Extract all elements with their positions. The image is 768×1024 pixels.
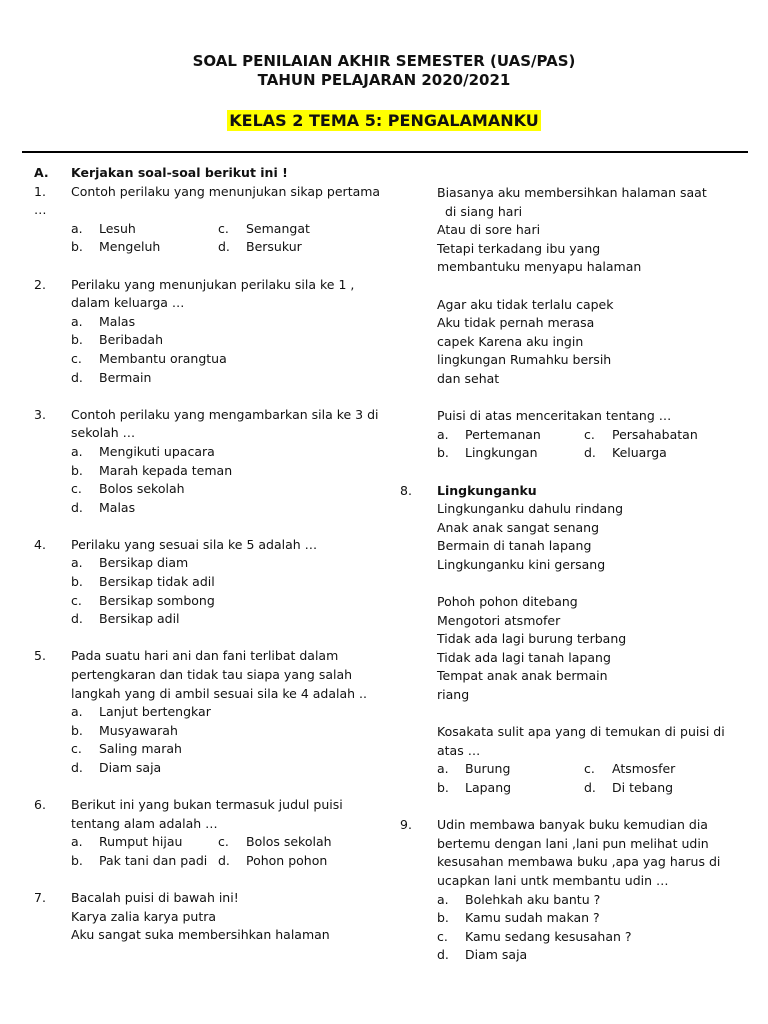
question-9: [400, 816, 750, 835]
option-c[interactable]: [437, 928, 750, 947]
option-letter: a.: [437, 761, 449, 777]
option-c[interactable]: [584, 760, 750, 779]
question-number: 8.: [400, 482, 412, 498]
question-number: 7.: [34, 890, 46, 906]
question-6: [34, 796, 396, 815]
question-text-cont: bertemu dengan lani ,lani pun melihat udin: [437, 835, 709, 851]
poem-line: Karya zalia karya putra: [71, 908, 217, 924]
option-a[interactable]: [71, 220, 218, 239]
poem-line: dan sehat: [437, 370, 500, 386]
option-text: Atsmosfer: [612, 761, 676, 777]
option-text: Pohon pohon: [246, 852, 328, 868]
option-a[interactable]: [71, 833, 218, 852]
option-letter: d.: [71, 760, 83, 775]
option-text: Lingkungan: [465, 445, 538, 461]
question-text-cont: tentang alam adalah …: [71, 815, 218, 831]
question-text: Berikut ini yang bukan termasuk judul puisi: [71, 797, 343, 813]
poem-line: Aku sangat suka membersihkan halaman: [71, 927, 330, 943]
option-b[interactable]: [437, 909, 750, 928]
option-letter: a.: [71, 443, 83, 459]
header-divider: [22, 151, 748, 153]
option-text: Mengeluh: [99, 239, 161, 255]
option-letter: b.: [437, 445, 449, 461]
option-c[interactable]: [71, 480, 396, 499]
section-heading: [34, 164, 396, 183]
poem-line: Aku tidak pernah merasa: [437, 315, 595, 331]
option-letter: a.: [71, 220, 83, 236]
option-text: Pak tani dan padi: [99, 852, 208, 868]
option-a[interactable]: [71, 554, 396, 573]
option-a[interactable]: [71, 313, 396, 332]
option-letter: b.: [437, 780, 449, 795]
option-text: Rumput hijau: [99, 834, 183, 850]
option-text: Bersikap diam: [99, 555, 189, 571]
question-text-cont: kesusahan membawa buku ,apa yag harus di: [437, 854, 721, 870]
section-letter: A.: [34, 165, 49, 180]
question-text: Contoh perilaku yang menunjukan sikap pertama: [71, 183, 381, 199]
option-text: Lanjut bertengkar: [99, 704, 211, 720]
poem-line: membantuku menyapu halaman: [437, 259, 642, 275]
options-list: [71, 554, 396, 628]
option-letter: c.: [71, 481, 82, 497]
question-text: Udin membawa banyak buku kemudian dia: [437, 817, 708, 833]
question-5: [34, 647, 396, 666]
question-text-cont: pertengkaran dan tidak tau siapa yang salah: [71, 667, 353, 683]
option-d[interactable]: [437, 946, 750, 965]
option-d[interactable]: [71, 759, 396, 778]
option-c[interactable]: [218, 220, 396, 239]
options-grid: [71, 833, 396, 870]
option-letter: d.: [584, 445, 596, 461]
option-b[interactable]: [437, 444, 584, 463]
option-b[interactable]: [71, 573, 396, 592]
option-letter: d.: [584, 780, 596, 795]
right-column: [400, 184, 750, 965]
option-text: Bersikap sombong: [99, 592, 215, 608]
option-b[interactable]: [71, 462, 396, 481]
option-text: Persahabatan: [612, 426, 698, 442]
option-text: Lesuh: [99, 220, 136, 236]
exam-title: SOAL PENILAIAN AKHIR SEMESTER (UAS/PAS): [192, 52, 576, 70]
option-text: Diam saja: [99, 760, 162, 775]
option-letter: c.: [218, 834, 229, 850]
school-year: TAHUN PELAJARAN 2020/2021: [257, 71, 511, 89]
question-text-cont: …: [34, 202, 47, 218]
option-text: Bolos sekolah: [99, 481, 185, 497]
poem-line: di siang hari: [445, 203, 523, 219]
question-number: 6.: [34, 797, 46, 813]
option-letter: d.: [218, 239, 230, 255]
option-letter: c.: [218, 220, 229, 236]
option-text: Pertemanan: [465, 426, 541, 442]
poem-line: Tidak ada lagi tanah lapang: [437, 649, 611, 665]
option-d[interactable]: [71, 610, 396, 629]
option-letter: c.: [71, 741, 82, 757]
option-letter: d.: [437, 947, 449, 963]
option-text: Mengikuti upacara: [99, 443, 215, 459]
section-title: Kerjakan soal-soal berikut ini !: [71, 165, 288, 180]
option-text: Bersukur: [246, 239, 302, 255]
option-text: Bolos sekolah: [246, 834, 332, 850]
question-text: Bacalah puisi di bawah ini!: [71, 890, 239, 906]
option-letter: c.: [71, 350, 82, 366]
question-text-cont: sekolah …: [71, 425, 136, 441]
option-letter: a.: [71, 834, 83, 850]
option-b[interactable]: [437, 779, 584, 798]
option-letter: c.: [584, 761, 595, 777]
option-letter: a.: [71, 313, 83, 329]
option-d[interactable]: [71, 499, 396, 518]
poem-line: Mengotori atsmofer: [437, 612, 561, 628]
question-text: Pada suatu hari ani dan fani terlibat dalam: [71, 648, 339, 664]
options-grid: [437, 426, 750, 463]
poem-line: Atau di sore hari: [437, 222, 541, 238]
option-text: Burung: [465, 761, 511, 777]
option-c[interactable]: [71, 592, 396, 611]
option-letter: a.: [71, 555, 83, 571]
question-text-cont: atas …: [437, 742, 481, 758]
options-list: [437, 891, 750, 965]
question-text: Perilaku yang sesuai sila ke 5 adalah …: [71, 536, 318, 552]
option-d[interactable]: [218, 852, 396, 871]
option-text: Membantu orangtua: [99, 350, 227, 366]
options-list: [71, 443, 396, 517]
question-text: Puisi di atas menceritakan tentang …: [437, 408, 672, 424]
option-b[interactable]: [71, 852, 218, 871]
question-number: 5.: [34, 648, 46, 664]
poem-line: riang: [437, 687, 470, 703]
option-text: Bersikap adil: [99, 611, 180, 627]
option-letter: b.: [71, 239, 83, 255]
option-text: Diam saja: [465, 947, 528, 963]
option-letter: b.: [71, 332, 83, 348]
option-text: Marah kepada teman: [99, 462, 233, 478]
option-letter: a.: [437, 426, 449, 442]
option-letter: b.: [71, 852, 83, 868]
option-c[interactable]: [71, 350, 396, 369]
option-text: Malas: [99, 313, 136, 329]
options-grid: [437, 760, 750, 797]
question-number: 4.: [34, 536, 46, 552]
question-3: [34, 406, 396, 425]
option-letter: b.: [71, 722, 83, 738]
option-text: Bermain: [99, 369, 152, 385]
option-d[interactable]: [584, 444, 750, 463]
question-2: [34, 276, 396, 295]
question-text: Contoh perilaku yang mengambarkan sila ke 3 di: [71, 406, 379, 422]
option-letter: b.: [71, 462, 83, 478]
poem-line: Tempat anak anak bermain: [437, 668, 608, 684]
poem-line: Tetapi terkadang ibu yang: [437, 240, 601, 256]
question-text: Perilaku yang menunjukan perilaku sila ke 1 ,: [71, 276, 355, 292]
option-letter: b.: [71, 574, 83, 590]
option-text: Keluarga: [612, 445, 667, 461]
poem-line: Anak anak sangat senang: [437, 519, 600, 535]
option-text: Semangat: [246, 220, 310, 236]
option-c[interactable]: [218, 833, 396, 852]
options-grid: [71, 220, 396, 257]
option-letter: c.: [71, 592, 82, 608]
option-letter: c.: [584, 426, 595, 442]
question-number: 2.: [34, 276, 46, 292]
option-text: Lapang: [465, 780, 512, 795]
option-letter: d.: [71, 611, 83, 627]
poem-line: Lingkunganku kini gersang: [437, 556, 606, 572]
question-text-cont: langkah yang di ambil sesuai sila ke 4 adalah ..: [71, 685, 367, 701]
class-theme: [0, 111, 768, 131]
question-7: [34, 889, 396, 908]
option-text: Bolehkah aku bantu ?: [465, 891, 601, 907]
option-text: Kamu sedang kesusahan ?: [465, 928, 632, 944]
poem-line: Tidak ada lagi burung terbang: [437, 631, 627, 647]
option-b[interactable]: [71, 238, 218, 257]
option-letter: d.: [71, 369, 83, 385]
option-letter: d.: [71, 499, 83, 515]
question-4: [34, 536, 396, 555]
option-letter: b.: [437, 910, 449, 926]
poem-title: Lingkunganku: [437, 482, 537, 498]
question-number: 9.: [400, 817, 412, 833]
option-letter: a.: [71, 704, 83, 720]
question-8: [400, 482, 750, 501]
option-text: Kamu sudah makan ?: [465, 910, 600, 926]
poem-line: Bermain di tanah lapang: [437, 538, 592, 554]
option-text: Musyawarah: [99, 722, 178, 738]
poem-line: capek Karena aku ingin: [437, 333, 584, 349]
option-a[interactable]: [437, 760, 584, 779]
option-letter: a.: [437, 891, 449, 907]
question-text-cont: dalam keluarga …: [71, 295, 185, 311]
option-letter: c.: [437, 928, 448, 944]
options-list: [71, 703, 396, 777]
option-a[interactable]: [71, 703, 396, 722]
question-1: [34, 183, 396, 202]
options-list: [71, 313, 396, 387]
poem-line: Agar aku tidak terlalu capek: [437, 296, 614, 312]
poem-line: Lingkunganku dahulu rindang: [437, 501, 624, 517]
question-text: Kosakata sulit apa yang di temukan di puisi di: [437, 724, 725, 740]
option-text: Bersikap tidak adil: [99, 574, 215, 590]
option-a[interactable]: [71, 443, 396, 462]
option-c[interactable]: [584, 426, 750, 445]
option-a[interactable]: [437, 891, 750, 910]
option-text: Malas: [99, 499, 136, 515]
option-text: Beribadah: [99, 332, 163, 348]
poem-line: Pohoh pohon ditebang: [437, 594, 578, 610]
option-d[interactable]: [584, 779, 750, 798]
question-number: 1.: [34, 183, 46, 199]
class-theme-highlight: KELAS 2 TEMA 5: PENGALAMANKU: [229, 111, 539, 130]
option-letter: d.: [218, 852, 230, 868]
poem-line: Biasanya aku membersihkan halaman saat: [437, 185, 707, 200]
question-text-cont: ucapkan lani untk membantu udin …: [437, 872, 669, 888]
option-d[interactable]: [71, 369, 396, 388]
option-c[interactable]: [71, 740, 396, 759]
option-text: Di tebang: [612, 780, 674, 795]
option-text: Saling marah: [99, 741, 182, 757]
option-d[interactable]: [218, 238, 396, 257]
poem-line: lingkungan Rumahku bersih: [437, 352, 612, 368]
option-a[interactable]: [437, 426, 584, 445]
question-number: 3.: [34, 406, 46, 422]
option-b[interactable]: [71, 722, 396, 741]
left-column: [34, 164, 396, 945]
option-b[interactable]: [71, 331, 396, 350]
